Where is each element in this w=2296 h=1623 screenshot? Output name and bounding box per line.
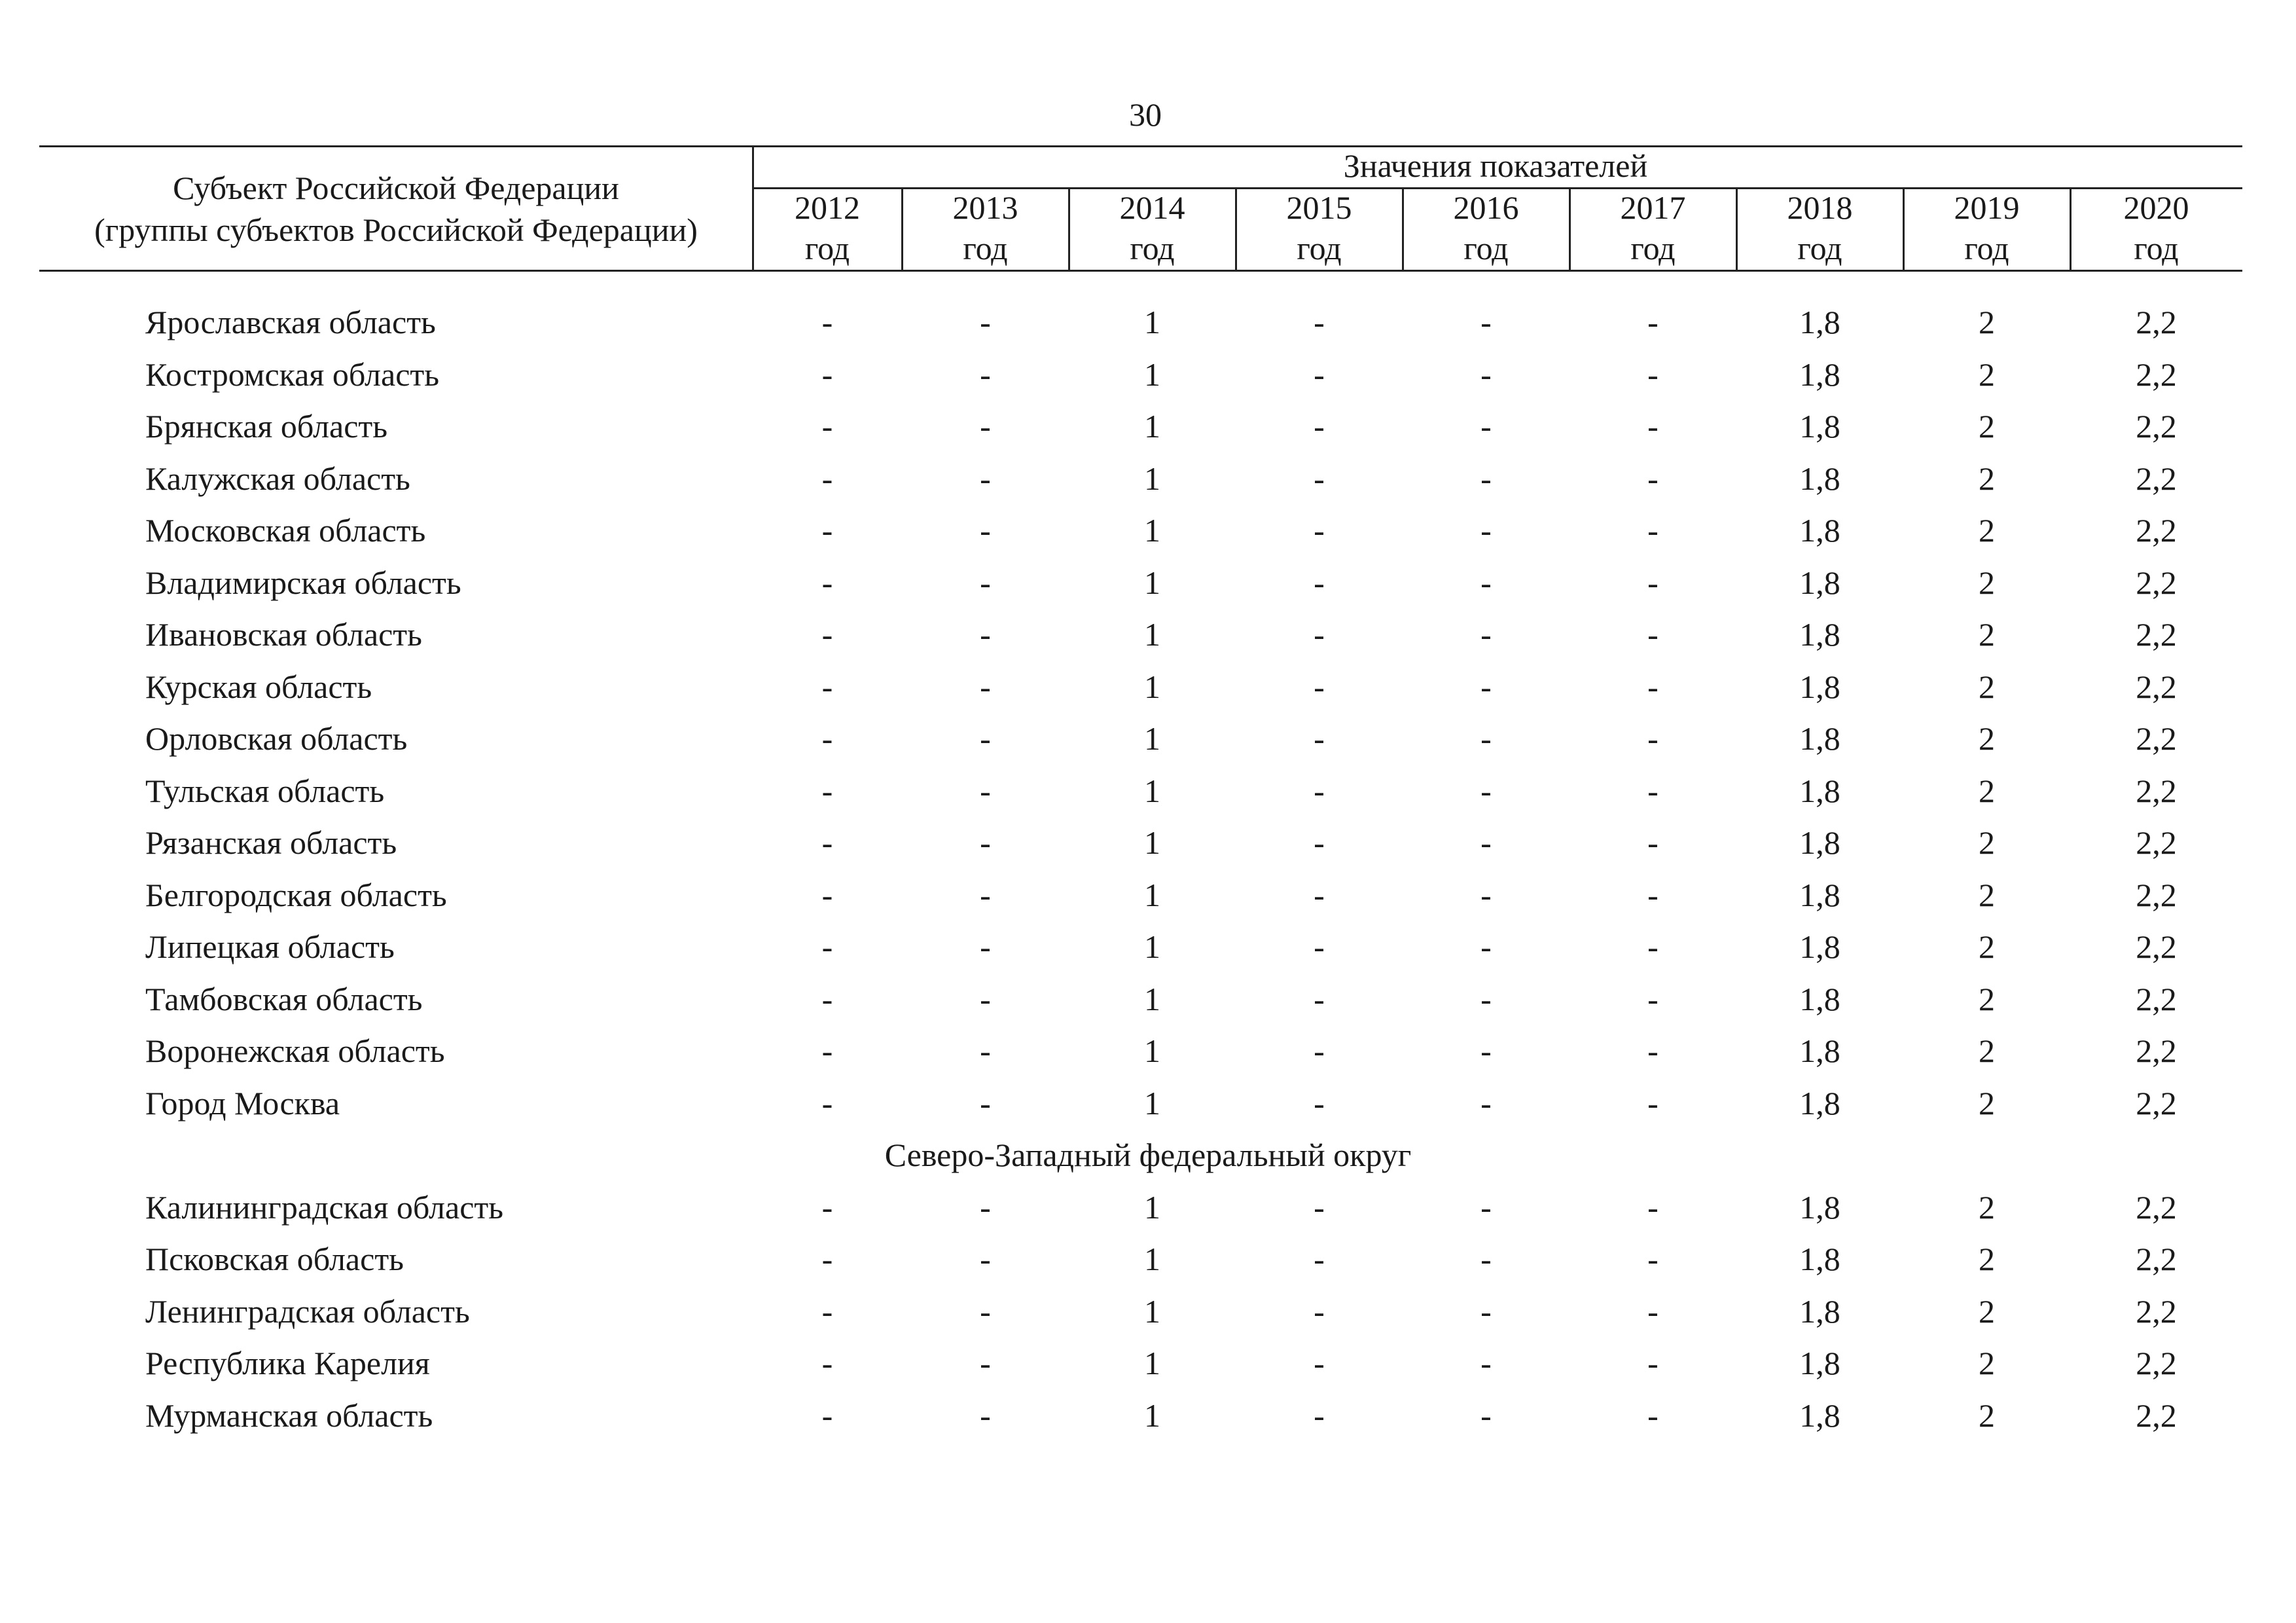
value-cell: - xyxy=(1314,616,1325,653)
column-divider xyxy=(1068,187,1070,271)
value-cell: 2 xyxy=(1979,1032,1995,1069)
value-cell: - xyxy=(1314,1292,1325,1330)
value-cell: - xyxy=(1314,564,1325,601)
value-cell: - xyxy=(1647,1292,1659,1330)
value-cell: - xyxy=(980,460,991,497)
value-cell: - xyxy=(1314,1084,1325,1122)
value-cell: - xyxy=(1480,304,1492,340)
value-cell: - xyxy=(821,720,833,757)
year-suffix: год xyxy=(2134,230,2179,266)
value-cell: 1,8 xyxy=(1799,460,1840,497)
value-cell: - xyxy=(980,616,991,653)
value-cell: 2,2 xyxy=(2136,564,2177,601)
value-cell: - xyxy=(1647,356,1659,393)
value-cell: - xyxy=(980,980,991,1017)
value-cell: 1 xyxy=(1144,1396,1160,1434)
value-cell: 2,2 xyxy=(2136,304,2177,340)
value-cell: - xyxy=(980,512,991,549)
value-cell: 1 xyxy=(1144,356,1160,393)
table-row xyxy=(0,1233,2296,1285)
value-cell: - xyxy=(821,1396,833,1434)
region-name: Воронежская область xyxy=(145,1032,445,1069)
region-name: Белгородская область xyxy=(145,876,447,913)
year-label: 2018 xyxy=(1787,189,1853,226)
value-cell: 1 xyxy=(1144,720,1160,757)
value-cell: - xyxy=(1647,980,1659,1017)
region-name: Костромская область xyxy=(145,356,440,393)
value-cell: - xyxy=(1480,720,1492,757)
value-cell: 2,2 xyxy=(2136,928,2177,965)
value-cell: - xyxy=(1314,720,1325,757)
value-cell: 2 xyxy=(1979,356,1995,393)
region-name: Рязанская область xyxy=(145,824,397,861)
value-cell: 1 xyxy=(1144,304,1160,340)
column-divider xyxy=(1903,187,1905,271)
year-header xyxy=(1736,187,1903,268)
table-row xyxy=(0,400,2296,452)
value-cell: - xyxy=(1647,1396,1659,1434)
value-cell: 2,2 xyxy=(2136,512,2177,549)
region-name: Московская область xyxy=(145,512,426,549)
value-cell: 1,8 xyxy=(1799,824,1840,861)
year-suffix: год xyxy=(1797,230,1842,266)
table-row xyxy=(0,1025,2296,1077)
value-cell: - xyxy=(1647,824,1659,861)
value-cell: - xyxy=(980,1084,991,1122)
value-cell: - xyxy=(1480,356,1492,393)
year-label: 2015 xyxy=(1286,189,1352,226)
year-header xyxy=(1903,187,2070,268)
value-cell: - xyxy=(1647,1241,1659,1277)
value-cell: 1,8 xyxy=(1799,1084,1840,1122)
value-cell: 2 xyxy=(1979,460,1995,497)
value-cell: - xyxy=(1314,512,1325,549)
value-cell: 1,8 xyxy=(1799,772,1840,809)
region-name: Калужская область xyxy=(145,460,410,497)
value-cell: 1,8 xyxy=(1799,1292,1840,1330)
value-cell: 1,8 xyxy=(1799,1188,1840,1226)
value-cell: 2 xyxy=(1979,928,1995,965)
value-cell: 2 xyxy=(1979,980,1995,1017)
value-cell: - xyxy=(1647,876,1659,913)
value-cell: 1,8 xyxy=(1799,304,1840,340)
value-cell: 1 xyxy=(1144,1241,1160,1277)
table-row xyxy=(0,1337,2296,1389)
value-cell: 1 xyxy=(1144,1032,1160,1069)
table-row xyxy=(0,452,2296,505)
value-cell: - xyxy=(1314,304,1325,340)
table-row xyxy=(0,504,2296,556)
year-suffix: год xyxy=(1297,230,1342,266)
value-cell: - xyxy=(1647,408,1659,445)
value-cell: - xyxy=(1480,1396,1492,1434)
year-label: 2017 xyxy=(1620,189,1686,226)
year-header xyxy=(2070,187,2242,268)
value-cell: - xyxy=(1480,1084,1492,1122)
value-cell: 1 xyxy=(1144,980,1160,1017)
year-label: 2014 xyxy=(1119,189,1185,226)
value-cell: - xyxy=(1647,512,1659,549)
value-cell: - xyxy=(1314,980,1325,1017)
year-suffix: год xyxy=(1130,230,1175,266)
region-name: Калининградская область xyxy=(145,1188,504,1226)
column-divider xyxy=(901,187,903,271)
table-row xyxy=(0,816,2296,869)
table-row xyxy=(0,556,2296,609)
value-cell: - xyxy=(980,1032,991,1069)
value-cell: 1 xyxy=(1144,460,1160,497)
value-cell: 2 xyxy=(1979,824,1995,861)
value-cell: 2,2 xyxy=(2136,876,2177,913)
value-cell: 1 xyxy=(1144,1345,1160,1381)
value-cell: - xyxy=(821,928,833,965)
value-cell: - xyxy=(1647,1032,1659,1069)
value-cell: 1 xyxy=(1144,564,1160,601)
region-name: Псковская область xyxy=(145,1241,404,1277)
region-name: Тамбовская область xyxy=(145,980,423,1017)
year-header xyxy=(902,187,1069,268)
region-name: Город Москва xyxy=(145,1084,340,1122)
table-row xyxy=(0,296,2296,348)
value-cell: - xyxy=(821,668,833,705)
value-cell: - xyxy=(980,1241,991,1277)
value-cell: 1 xyxy=(1144,668,1160,705)
value-cell: 1 xyxy=(1144,876,1160,913)
value-cell: 2,2 xyxy=(2136,1345,2177,1381)
value-cell: - xyxy=(1314,356,1325,393)
value-cell: - xyxy=(1314,824,1325,861)
value-cell: 2 xyxy=(1979,1241,1995,1277)
value-cell: 1,8 xyxy=(1799,876,1840,913)
value-cell: 2 xyxy=(1979,876,1995,913)
subject-column-header xyxy=(39,167,753,251)
value-cell: - xyxy=(1647,616,1659,653)
value-cell: 2,2 xyxy=(2136,356,2177,393)
value-cell: - xyxy=(980,304,991,340)
table-row xyxy=(0,712,2296,765)
column-divider xyxy=(1569,187,1571,271)
value-cell: - xyxy=(1480,1345,1492,1381)
region-name: Ленинградская область xyxy=(145,1292,470,1330)
value-cell: - xyxy=(1314,1396,1325,1434)
value-cell: - xyxy=(1480,512,1492,549)
value-cell: 2 xyxy=(1979,772,1995,809)
value-cell: 1 xyxy=(1144,1084,1160,1122)
value-cell: 2,2 xyxy=(2136,408,2177,445)
value-cell: 2 xyxy=(1979,512,1995,549)
section-title: Северо-Западный федеральный округ xyxy=(884,1137,1412,1173)
value-cell: 1,8 xyxy=(1799,512,1840,549)
value-cell: - xyxy=(821,1188,833,1226)
region-name: Курская область xyxy=(145,668,372,705)
value-cell: 2,2 xyxy=(2136,1396,2177,1434)
value-cell: 1,8 xyxy=(1799,408,1840,445)
subject-header-line2: (группы субъектов Российской Федерации) xyxy=(94,211,698,248)
value-cell: - xyxy=(1480,824,1492,861)
value-cell: - xyxy=(980,668,991,705)
column-divider xyxy=(2070,187,2072,271)
value-cell: 2,2 xyxy=(2136,720,2177,757)
value-cell: - xyxy=(821,408,833,445)
value-cell: - xyxy=(980,564,991,601)
value-cell: - xyxy=(821,772,833,809)
value-cell: - xyxy=(1647,1188,1659,1226)
value-cell: 2,2 xyxy=(2136,668,2177,705)
year-header xyxy=(753,187,902,268)
value-cell: 1 xyxy=(1144,772,1160,809)
region-name: Мурманская область xyxy=(145,1396,433,1434)
table-row xyxy=(0,765,2296,817)
value-cell: 2 xyxy=(1979,616,1995,653)
value-cell: - xyxy=(821,876,833,913)
value-cell: 1 xyxy=(1144,616,1160,653)
value-cell: - xyxy=(1480,980,1492,1017)
table-row xyxy=(0,973,2296,1025)
year-label: 2020 xyxy=(2123,189,2189,226)
region-name: Владимирская область xyxy=(145,564,461,601)
value-cell: 1,8 xyxy=(1799,720,1840,757)
value-cell: - xyxy=(1647,304,1659,340)
value-cell: - xyxy=(1314,1241,1325,1277)
value-cell: - xyxy=(821,1241,833,1277)
value-cell: - xyxy=(821,1345,833,1381)
column-divider xyxy=(1235,187,1237,271)
value-cell: - xyxy=(821,616,833,653)
value-cell: 2,2 xyxy=(2136,1292,2177,1330)
year-header xyxy=(1236,187,1403,268)
value-cell: - xyxy=(1480,564,1492,601)
header-bottom-rule xyxy=(39,270,2242,272)
value-cell: - xyxy=(1314,1032,1325,1069)
value-cell: 2,2 xyxy=(2136,616,2177,653)
table-row xyxy=(0,1389,2296,1442)
value-cell: 1 xyxy=(1144,408,1160,445)
year-label: 2012 xyxy=(795,189,860,226)
value-cell: 2 xyxy=(1979,1188,1995,1226)
value-cell: - xyxy=(821,512,833,549)
year-suffix: год xyxy=(1964,230,2009,266)
value-cell: - xyxy=(821,1084,833,1122)
region-name: Ивановская область xyxy=(145,616,422,653)
value-cell: 1,8 xyxy=(1799,1396,1840,1434)
value-cell: - xyxy=(821,980,833,1017)
value-cell: 2,2 xyxy=(2136,1032,2177,1069)
value-cell: - xyxy=(1480,1241,1492,1277)
table-row xyxy=(0,1285,2296,1338)
value-cell: 2 xyxy=(1979,304,1995,340)
value-cell: - xyxy=(1480,1188,1492,1226)
column-divider xyxy=(752,145,754,271)
column-divider xyxy=(1402,187,1404,271)
values-header-title: Значения показателей xyxy=(1343,147,1648,184)
table-row xyxy=(0,1077,2296,1129)
year-label: 2013 xyxy=(952,189,1018,226)
value-cell: - xyxy=(1480,668,1492,705)
value-cell: 1,8 xyxy=(1799,1032,1840,1069)
value-cell: 1 xyxy=(1144,1292,1160,1330)
value-cell: 2,2 xyxy=(2136,1188,2177,1226)
value-cell: 2 xyxy=(1979,1396,1995,1434)
value-cell: - xyxy=(980,824,991,861)
subject-header-line1: Субъект Российской Федерации xyxy=(173,170,619,206)
region-name: Липецкая область xyxy=(145,928,395,965)
value-cell: - xyxy=(980,1396,991,1434)
region-name: Орловская область xyxy=(145,720,408,757)
value-cell: - xyxy=(1314,408,1325,445)
value-cell: - xyxy=(1480,460,1492,497)
value-cell: - xyxy=(1314,772,1325,809)
value-cell: - xyxy=(821,460,833,497)
value-cell: 2,2 xyxy=(2136,1084,2177,1122)
value-cell: 1,8 xyxy=(1799,564,1840,601)
value-cell: 1 xyxy=(1144,824,1160,861)
value-cell: 1,8 xyxy=(1799,928,1840,965)
value-cell: 2 xyxy=(1979,1084,1995,1122)
value-cell: - xyxy=(1480,772,1492,809)
value-cell: - xyxy=(1314,1188,1325,1226)
value-cell: - xyxy=(980,408,991,445)
value-cell: - xyxy=(821,564,833,601)
value-cell: - xyxy=(1480,616,1492,653)
column-divider xyxy=(1736,187,1738,271)
year-suffix: год xyxy=(1463,230,1509,266)
value-cell: 1,8 xyxy=(1799,616,1840,653)
value-cell: 1,8 xyxy=(1799,1241,1840,1277)
value-cell: - xyxy=(980,876,991,913)
region-name: Республика Карелия xyxy=(145,1345,430,1381)
region-name: Ярославская область xyxy=(145,304,436,340)
value-cell: 1 xyxy=(1144,928,1160,965)
value-cell: - xyxy=(980,928,991,965)
year-label: 2016 xyxy=(1453,189,1519,226)
page-number: 30 xyxy=(1129,96,1162,133)
value-cell: - xyxy=(1647,720,1659,757)
value-cell: - xyxy=(821,824,833,861)
year-header xyxy=(1403,187,1570,268)
value-cell: 2 xyxy=(1979,408,1995,445)
value-cell: - xyxy=(980,1292,991,1330)
table-row xyxy=(0,661,2296,713)
value-cell: - xyxy=(1647,928,1659,965)
value-cell: - xyxy=(821,1292,833,1330)
value-cell: - xyxy=(1647,460,1659,497)
value-cell: - xyxy=(1314,876,1325,913)
table-row xyxy=(0,1181,2296,1233)
table-row xyxy=(0,608,2296,661)
value-cell: - xyxy=(980,1345,991,1381)
value-cell: 2 xyxy=(1979,1292,1995,1330)
value-cell: 1,8 xyxy=(1799,1345,1840,1381)
value-cell: - xyxy=(1314,928,1325,965)
value-cell: 2,2 xyxy=(2136,460,2177,497)
value-cell: - xyxy=(1314,668,1325,705)
value-cell: - xyxy=(1647,668,1659,705)
value-cell: - xyxy=(980,356,991,393)
value-cell: 2,2 xyxy=(2136,772,2177,809)
value-cell: 1,8 xyxy=(1799,356,1840,393)
year-label: 2019 xyxy=(1954,189,2020,226)
region-name: Брянская область xyxy=(145,408,388,445)
value-cell: 2,2 xyxy=(2136,824,2177,861)
value-cell: - xyxy=(821,304,833,340)
year-header xyxy=(1570,187,1736,268)
value-cell: - xyxy=(821,1032,833,1069)
value-cell: - xyxy=(1480,1292,1492,1330)
value-cell: 2 xyxy=(1979,668,1995,705)
table-row xyxy=(0,348,2296,401)
year-suffix: год xyxy=(1630,230,1676,266)
value-cell: - xyxy=(1647,772,1659,809)
region-name: Тульская область xyxy=(145,772,385,809)
value-cell: - xyxy=(1647,1084,1659,1122)
value-cell: - xyxy=(1480,928,1492,965)
value-cell: 2,2 xyxy=(2136,1241,2177,1277)
value-cell: 1,8 xyxy=(1799,980,1840,1017)
value-cell: 2 xyxy=(1979,1345,1995,1381)
value-cell: - xyxy=(1647,564,1659,601)
value-cell: 2,2 xyxy=(2136,980,2177,1017)
value-cell: - xyxy=(1314,1345,1325,1381)
table-row xyxy=(0,921,2296,973)
value-cell: - xyxy=(1480,1032,1492,1069)
value-cell: - xyxy=(1480,408,1492,445)
value-cell: 2 xyxy=(1979,564,1995,601)
value-cell: - xyxy=(980,1188,991,1226)
value-cell: - xyxy=(980,720,991,757)
value-cell: 1,8 xyxy=(1799,668,1840,705)
value-cell: - xyxy=(1314,460,1325,497)
value-cell: - xyxy=(980,772,991,809)
table-row xyxy=(0,869,2296,921)
value-cell: 1 xyxy=(1144,1188,1160,1226)
value-cell: - xyxy=(821,356,833,393)
value-cell: 1 xyxy=(1144,512,1160,549)
year-suffix: год xyxy=(963,230,1008,266)
value-cell: - xyxy=(1647,1345,1659,1381)
value-cell: 2 xyxy=(1979,720,1995,757)
year-header xyxy=(1069,187,1236,268)
year-suffix: год xyxy=(804,230,850,266)
value-cell: - xyxy=(1480,876,1492,913)
